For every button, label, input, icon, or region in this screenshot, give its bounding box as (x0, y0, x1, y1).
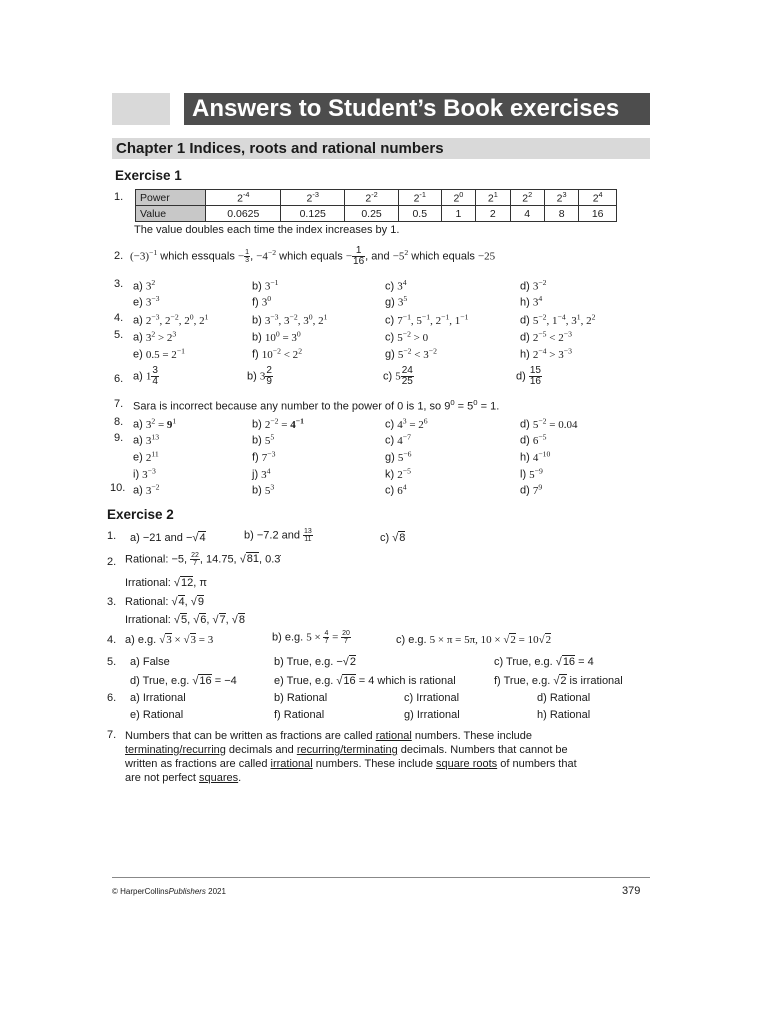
answer-item: c) Irrational (404, 692, 460, 704)
answer-item: b) $2^{-2} = 4^{-1}$ (252, 416, 304, 431)
table-cell: $2^{-1}$ (398, 190, 441, 206)
table-cell: 0.5 (398, 206, 441, 222)
answer-text: Rational: √4, √9 (125, 596, 204, 608)
answer-text: Irrational: √5, √6, √7, √8 (125, 614, 245, 626)
answer-item: g) $3^5$ (385, 294, 408, 309)
answer-item: d) $5^{-2} = 0.04$ (520, 416, 578, 431)
answer-item: c) $4^{-7}$ (385, 432, 411, 447)
answer-item: a) e.g. √3 × √3 = 3 (125, 634, 214, 646)
question-number: 7. (107, 729, 117, 741)
header-accent-block (112, 93, 170, 125)
answer-item: h) $2^{-4} > 3^{-3}$ (520, 346, 572, 361)
answer-item: c) √8 (380, 532, 406, 544)
answer-item: c) True, e.g. √16 = 4 (494, 656, 594, 668)
answer-item: d) $3^{-2}$ (520, 278, 547, 293)
table-row (136, 190, 617, 206)
answer-item: b) $5^5$ (252, 432, 275, 447)
answer-item: c) $4^3 = 2^6$ (385, 416, 428, 431)
answer-item: k) $2^{-5}$ (385, 466, 411, 481)
answer-item: f) Rational (274, 709, 325, 721)
answer-item: e) Rational (130, 709, 184, 721)
table-row (136, 206, 617, 222)
answer-item: f) True, e.g. √2 is irrational (494, 675, 623, 687)
answer-text: $(-3)^{-1}$ which essquals − $\frac{1}{3}$ , $-4^{-2}$ which equals − $\frac{1}{16}$ , and $-5^2$ which equals −25 (130, 245, 496, 267)
table-cell: 1 (441, 206, 475, 222)
answer-item: e) True, e.g. √16 = 4 which is rational (274, 675, 456, 687)
answer-item: c) $6^4$ (385, 482, 407, 497)
answer-item: a) −21 and −√4 (130, 532, 206, 544)
answer-item: a) False (130, 656, 170, 668)
question-number: 1. (114, 191, 124, 203)
answer-item: a) $3^2 = 9^1$ (133, 416, 177, 431)
answer-item: j) $3^4$ (252, 466, 271, 481)
answer-item: d) True, e.g. √16 = −4 (130, 675, 237, 687)
answer-item: c) $5^{-2} > 0$ (385, 329, 429, 344)
answer-item: b) True, e.g. −√2 (274, 656, 356, 668)
answer-item: d) $6^{-5}$ (520, 432, 547, 447)
answer-item: d) $\frac{15}{16}$ (516, 365, 541, 387)
answer-item: g) $5^{-2} < 3^{-2}$ (385, 346, 437, 361)
table-cell: $2^{-3}$ (281, 190, 345, 206)
table-cell: 0.0625 (206, 206, 281, 222)
answer-item: b) $10^0 = 3^0$ (252, 329, 301, 344)
powers-table (135, 189, 617, 222)
question-number: 3. (114, 278, 124, 290)
answer-item: d) Rational (537, 692, 591, 704)
question-number: 6. (107, 692, 117, 704)
table-cell: $2^{-4}$ (206, 190, 281, 206)
page-title: Answers to Student’s Book exercises (184, 93, 650, 125)
question-number: 6. (114, 373, 124, 385)
question-number: 7. (114, 398, 124, 410)
answer-item: g) $5^{-6}$ (385, 449, 412, 464)
answer-item: b) 3 $\frac{2}{9}$ (247, 365, 272, 387)
table-note: The value doubles each time the index increases by 1. (134, 224, 400, 236)
table-cell: 2 (476, 206, 510, 222)
exercise-1-heading: Exercise 1 (115, 168, 182, 183)
answer-item: c) $7^{-1}$, $5^{-1}$, $2^{-1}$, $1^{-1}$ (385, 312, 469, 327)
answer-text: Rational: −5, $\frac{22}{7}$ , 14.75, √81, 0.3 (125, 552, 281, 567)
answer-item: d) $2^{-5} < 2^{-3}$ (520, 329, 572, 344)
answer-item: a) $3^2 > 2^3$ (133, 329, 177, 344)
table-cell: $2^3$ (544, 190, 578, 206)
answer-item: a) $2^{-3}$, $2^{-2}$, $2^0$, $2^1$ (133, 312, 209, 327)
answer-item: f) $3^0$ (252, 294, 272, 309)
question-number: 5. (107, 656, 117, 668)
question-number: 3. (107, 596, 117, 608)
answer-item: d) $7^9$ (520, 482, 543, 497)
answer-item: b) $3^{-3}$, $3^{-2}$, $3^0$, $2^1$ (252, 312, 328, 327)
answer-text: Irrational: √12, π (125, 577, 207, 589)
question-number: 2. (114, 250, 124, 262)
table-cell: $2^{-2}$ (345, 190, 399, 206)
answer-item: f) $10^{-2} < 2^2$ (252, 346, 303, 361)
table-cell: $2^1$ (476, 190, 510, 206)
question-number: 8. (114, 416, 124, 428)
answer-item: b) e.g. 5 × $\frac{4}{7}$ = $\frac{20}{7}$ (272, 630, 350, 645)
question-number: 4. (114, 312, 124, 324)
answer-item: a) $3^2$ (133, 278, 156, 293)
table-cell: Value (136, 206, 206, 222)
table-cell: 4 (510, 206, 544, 222)
answer-item: h) $4^{-10}$ (520, 449, 551, 464)
answer-item: a) 1 $\frac{3}{4}$ (133, 365, 158, 387)
answer-item: h) Rational (537, 709, 591, 721)
answer-item: l) $5^{-9}$ (520, 466, 543, 481)
table-cell: 0.25 (345, 206, 399, 222)
table-cell: $2^0$ (441, 190, 475, 206)
answer-item: c) $3^4$ (385, 278, 407, 293)
question-number: 5. (114, 329, 124, 341)
answer-item: a) Irrational (130, 692, 186, 704)
answer-item: c) e.g. 5 × π = 5π, 10 × √2 = 10√2 (396, 634, 552, 646)
table-cell: $2^4$ (579, 190, 617, 206)
exercise-2-heading: Exercise 2 (107, 507, 174, 522)
answer-text: Sara is incorrect because any number to the power of 0 is 1, so $9^0 = 5^0 = 1$. (133, 398, 500, 413)
answer-item: e) $2^{11}$ (133, 449, 159, 464)
table-cell: 16 (579, 206, 617, 222)
answer-item: e) $3^{-3}$ (133, 294, 160, 309)
footer-divider (112, 877, 650, 878)
page-number: 379 (622, 885, 641, 897)
answer-item: f) $7^{-3}$ (252, 449, 276, 464)
answer-item: g) Irrational (404, 709, 460, 721)
question-number: 1. (107, 530, 117, 542)
answer-item: a) $3^{13}$ (133, 432, 160, 447)
answer-paragraph: Numbers that can be written as fractions are called rational numbers. These include terminating/recurring decimals and recurring/terminating decimals. Numbers that cannot be written as fractions are called irrational numbers. These include square roots of numbers that are not perfect squares. (125, 730, 577, 784)
chapter-title: Chapter 1 Indices, roots and rational numbers (112, 138, 650, 159)
question-number: 10. (110, 482, 126, 494)
table-cell: 8 (544, 206, 578, 222)
answer-item: b) −7.2 and $\frac{13}{11}$ (244, 528, 312, 543)
table-cell: $2^2$ (510, 190, 544, 206)
answer-item: b) $5^3$ (252, 482, 275, 497)
table-cell: 0.125 (281, 206, 345, 222)
answer-item: e) $0.5 = 2^{-1}$ (133, 346, 185, 361)
question-number: 9. (114, 432, 124, 444)
question-number: 2. (107, 556, 117, 568)
answer-item: a) $3^{-2}$ (133, 482, 160, 497)
question-number: 4. (107, 634, 117, 646)
answer-item: b) Rational (274, 692, 328, 704)
answer-item: d) $5^{-2}$, $1^{-4}$, $3^1$, $2^2$ (520, 312, 596, 327)
copyright: © HarperCollinsPublishers 2021 (112, 887, 226, 896)
answer-item: i) $3^{-3}$ (133, 466, 156, 481)
answer-item: c) 5 $\frac{24}{25}$ (383, 365, 413, 387)
answer-item: h) $3^4$ (520, 294, 543, 309)
table-cell: Power (136, 190, 206, 206)
answer-item: b) $3^{-1}$ (252, 278, 279, 293)
